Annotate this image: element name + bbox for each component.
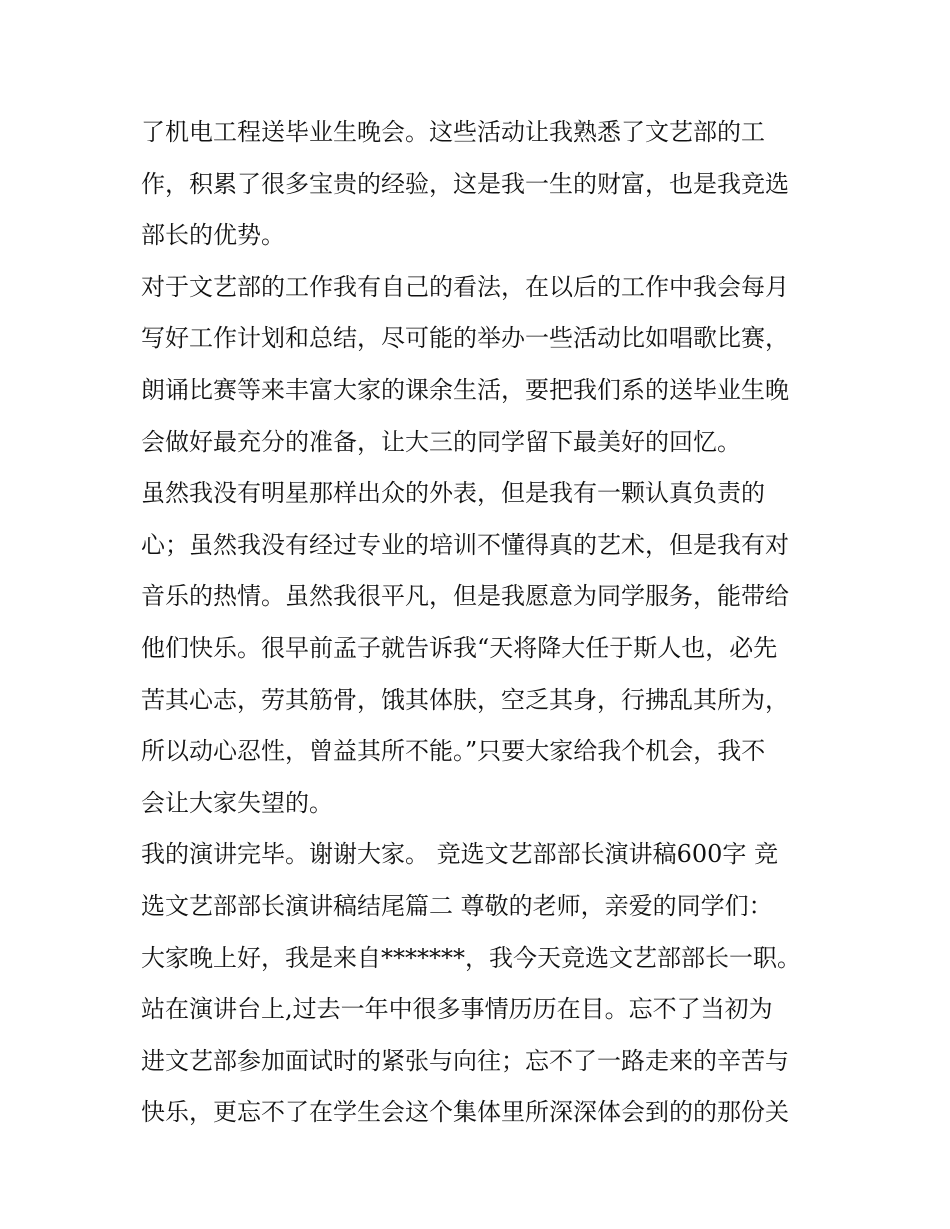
text-line: 我的演讲完毕。谢谢大家。 竞选文艺部部长演讲稿600字 竞 — [141, 840, 779, 869]
text-line: 对于文艺部的工作我有自己的看法，在以后的工作中我会每月 — [141, 272, 789, 301]
text-line: 选文艺部部长演讲稿结尾篇二 尊敬的老师，亲爱的同学们： — [141, 891, 773, 920]
text-line: 站在演讲台上,过去一年中很多事情历历在目。忘不了当初为 — [141, 995, 773, 1024]
text-line: 会让大家失望的。 — [141, 788, 333, 817]
text-line: 了机电工程送毕业生晚会。这些活动让我熟悉了文艺部的工 — [141, 118, 765, 146]
text-line: 虽然我没有明星那样出众的外表，但是我有一颗认真负责的 — [141, 479, 765, 508]
text-line: 音乐的热情。虽然我很平凡，但是我愿意为同学服务，能带给 — [141, 582, 789, 611]
text-line: 部长的优势。 — [141, 221, 285, 250]
text-line: 写好工作计划和总结，尽可能的举办一些活动比如唱歌比赛， — [141, 324, 789, 353]
text-line: 所以动心忍性，曾益其所不能。”只要大家给我个机会，我不 — [141, 737, 766, 766]
text-line: 进文艺部参加面试时的紧张与向往；忘不了一路走来的辛苦与 — [141, 1046, 789, 1075]
text-line: 作，积累了很多宝贵的经验，这是我一生的财富，也是我竞选 — [141, 169, 789, 198]
text-line: 会做好最充分的准备，让大三的同学留下最美好的回忆。 — [141, 427, 741, 456]
text-line: 苦其心志，劳其筋骨，饿其体肤，空乏其身，行拂乱其所为， — [141, 685, 789, 714]
text-line: 心；虽然我没有经过专业的培训不懂得真的艺术，但是我有对 — [141, 530, 789, 559]
text-line: 朗诵比赛等来丰富大家的课余生活，要把我们系的送毕业生晚 — [141, 375, 789, 404]
text-line: 他们快乐。很早前孟子就告诉我“天将降大任于斯人也，必先 — [141, 633, 778, 662]
text-line: 快乐，更忘不了在学生会这个集体里所深深体会到的的那份关 — [141, 1098, 789, 1127]
document-body — [141, 107, 816, 1139]
text-line: 大家晚上好，我是来自*******，我今天竞选文艺部部长一职。 — [141, 943, 801, 972]
